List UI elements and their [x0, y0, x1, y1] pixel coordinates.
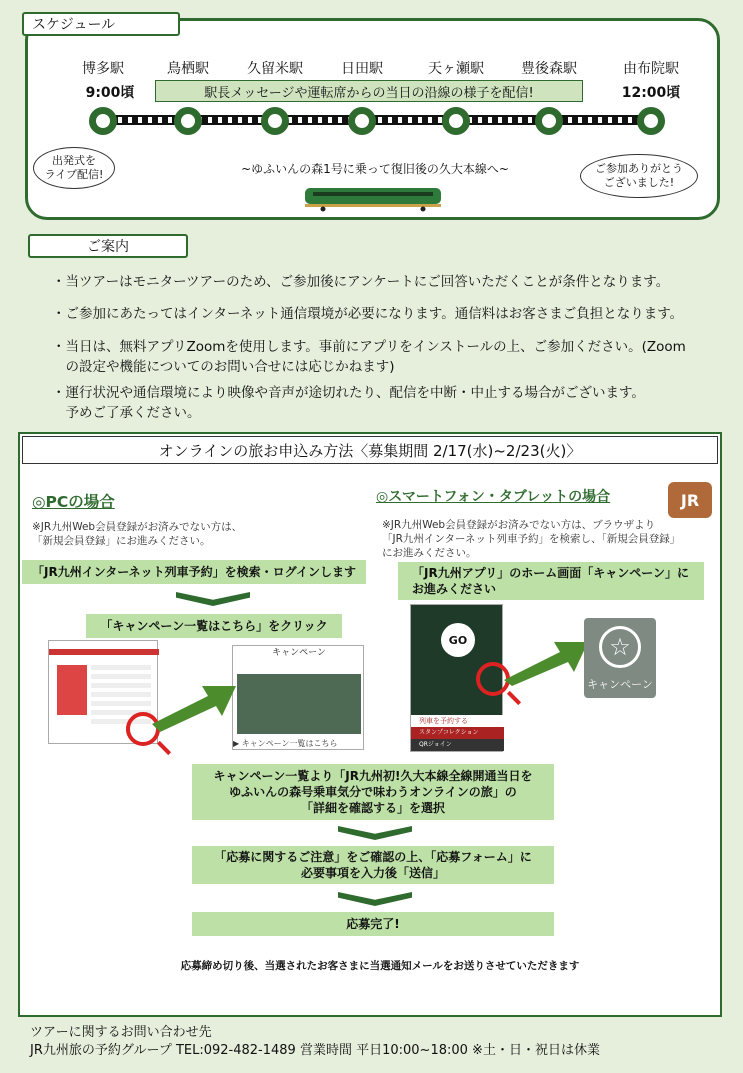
stop-marker [348, 107, 376, 135]
campaign-app-tile [584, 618, 656, 698]
guide-note-4: ・運行状況や通信環境により映像や音声が途切れたり、配信を中断・中止する場合がございます。 予めご了承ください。 [52, 385, 645, 421]
footer-line-2: JR九州旅の予約グループ TEL:092-482-1489 営業時間 平日10:00~18:00 ※土・日・祝日は休業 [30, 1043, 600, 1058]
live-banner: 駅長メッセージや運転席からの当日の沿線の様子を配信! [155, 80, 583, 102]
app-menu-qr: QRジョイン [411, 739, 504, 751]
stop-marker [89, 107, 117, 135]
step-select-tour: キャンペーン一覧より「JR九州初!久大本線全線開通当日を ゆふいんの森号乗車気分で味わうオンラインの旅」の 「詳細を確認する」を選択 [192, 764, 554, 820]
green-arrow-icon [504, 636, 588, 686]
stop-marker [535, 107, 563, 135]
green-arrow-icon [152, 680, 236, 732]
campaign-screenshot [232, 645, 364, 750]
footer-line-1: ツアーに関するお問い合わせ先 [30, 1025, 212, 1040]
start-time: 9:00頃 [85, 85, 135, 101]
schedule-tab: スケジュール [22, 12, 180, 36]
bubble-end: ご参加ありがとう ございました! [580, 154, 698, 198]
station-bungomori: 豊後森駅 [521, 61, 577, 77]
step-form: 「応募に関するご注意」をご確認の上、「応募フォーム」に 必要事項を入力後「送信」 [192, 846, 554, 884]
final-note: 応募締め切り後、当選されたお客さまに当選通知メールをお送りさせていただきます [180, 960, 580, 972]
pc-note: ※JR九州Web会員登録がお済みでない方は、 「新規会員登録」にお進みください。 [32, 521, 243, 547]
pc-heading: ◎PCの場合 [32, 493, 115, 511]
stop-marker [261, 107, 289, 135]
route-caption: ~ゆふいんの森1号に乗って復旧後の久大本線へ~ [241, 162, 509, 176]
campaign-app-label: キャンペーン [587, 678, 653, 691]
guide-note-3: ・当日は、無料アプリZoomを使用します。事前にアプリをインストールの上、ご参加ください。(Zoom の設定や機能についてのお問い合せには応じかねます) [52, 339, 686, 375]
train-icon [303, 184, 445, 212]
station-hita: 日田駅 [341, 61, 383, 77]
guide-note-1: ・当ツアーはモニターツアーのため、ご参加後にアンケートにご回答いただくことが条件となります。 [52, 274, 670, 290]
station-kurume: 久留米駅 [247, 61, 303, 77]
sp-step-app: 「JR九州アプリ」のホーム画面「キャンペーン」に お進みください [398, 562, 704, 600]
app-menu-reserve: 列車を予約する [411, 715, 504, 727]
stop-marker [442, 107, 470, 135]
campaign-shot-title: キャンペーン [272, 648, 326, 658]
sp-heading: ◎スマートフォン・タブレットの場合 [376, 489, 611, 505]
stop-marker [174, 107, 202, 135]
station-hakata: 博多駅 [82, 61, 124, 77]
station-yufuin: 由布院駅 [623, 61, 679, 77]
jr-logo-icon: JR [668, 482, 712, 518]
star-icon: ☆ [599, 626, 641, 668]
step-complete: 応募完了! [192, 912, 554, 936]
apply-title: オンラインの旅お申込み方法〈募集期間 2/17(水)~2/23(火)〉 [22, 436, 718, 464]
pc-step-click: 「キャンペーン一覧はこちら」をクリック [86, 614, 342, 638]
guide-note-2: ・ご参加にあたってはインターネット通信環境が必要になります。通信料はお客さまご負担となります。 [52, 306, 684, 322]
app-go-button: GO [441, 623, 475, 657]
bubble-start: 出発式を ライブ配信! [33, 147, 115, 189]
campaign-shot-link: ▶ キャンペーン一覧はこちら [233, 739, 338, 748]
end-time: 12:00頃 [621, 85, 681, 101]
station-amagase: 天ヶ瀬駅 [428, 61, 484, 77]
sp-note: ※JR九州Web会員登録がお済みでない方は、ブラウザより 「JR九州インターネット列車予約」を検索し、「新規会員登録」 にお進みください。 [382, 519, 681, 559]
pc-step-search: 「JR九州インターネット列車予約」を検索・ログインします [22, 560, 366, 584]
station-tosu: 鳥栖駅 [167, 61, 209, 77]
guide-tab: ご案内 [28, 234, 188, 258]
footer-contact [30, 1024, 600, 1060]
stop-marker [637, 107, 665, 135]
app-menu-stamp: スタンプコレクション [411, 727, 504, 739]
